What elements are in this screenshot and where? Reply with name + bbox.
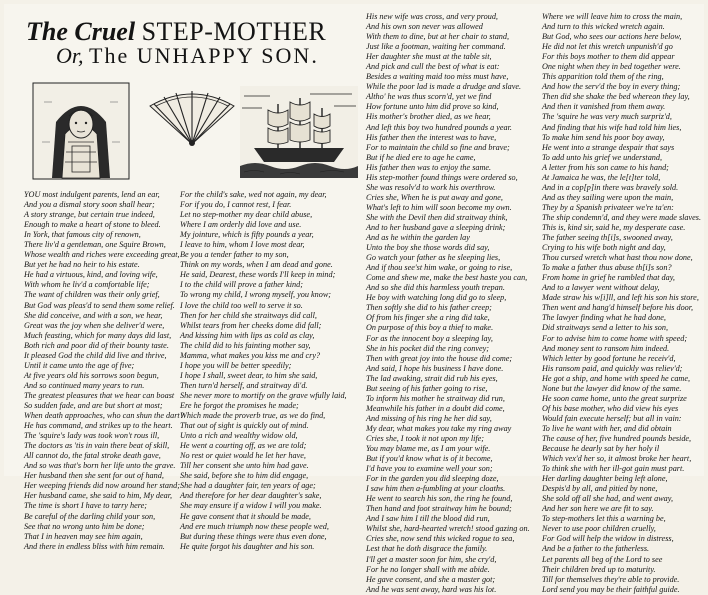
verse-line: My dear, what makes you take my ring away [366,423,512,433]
verse-line: She may ensure if a widow I will you make. [180,501,322,511]
ship-icon [240,86,358,178]
verse-line: Her husband came, she said to him, My dear, [24,491,173,501]
verse-column-1 [24,190,184,552]
verse-line: And said, I hope his business I have done. [366,363,504,373]
verse-line: And so continued many years to run. [24,380,145,390]
verse-line: And finding that his wife had told him lies, [542,122,682,132]
verse-line: Ere he forgot the promises he made; [180,400,299,410]
verse-line: Be careful of the darling child your son, [24,511,156,521]
verse-line: See that no wrong unto him be done; [24,521,145,531]
verse-line: And so she did this harmless youth trepan. [366,283,505,293]
verse-line: He got a ship, and home with speed he came, [542,373,691,383]
verse-line: But if he died ere to age he came, [366,152,476,162]
verse-line: The 'squire's lady was took won't rous ill, [24,431,160,441]
fan-icon [146,88,238,148]
verse-line: That out of sight is quickly out of mind. [180,421,309,431]
verse-line: From home in grief he rambled that day, [542,273,675,283]
verse-line: Great was the joy when she deliver'd were, [24,320,165,330]
verse-line: Go watch your father as he sleeping lies, [366,253,501,263]
verse-line: Cries she, now send this wicked rogue to sea, [366,534,515,544]
verse-line: She said, before she to him did engage, [180,471,309,481]
verse-line: Where I am orderly did love and use. [180,220,302,230]
broadside-sheet [4,4,704,594]
verse-line: I love the child too well to serve it so. [180,300,303,310]
verse-line: She did conceive, and with a son, we hear, [24,310,163,320]
verse-line: He went a courting off, as we are told; [180,441,307,451]
verse-line: To add unto his grief we understand, [542,152,663,162]
verse-line: For the child's sake, wed not again, my dear, [180,190,327,199]
verse-line: But if you'd know what is of it become, [366,454,493,464]
verse-column-4 [542,12,702,595]
verse-line: I'll get a master soon for him, she cry'd, [366,554,497,564]
verse-line: On purpose of this boy a thief to make. [366,323,494,333]
verse-line: They by a Spanish privateer we're ta'en: [542,202,674,212]
title-line-1 [26,18,356,46]
verse-line: He went into a strange despair that says [542,142,675,152]
verse-line: Lest that he doth disgrace the family. [366,544,488,554]
verse-line: Which vex'd her so, it almost broke her heart, [542,454,692,464]
verse-line: A letter from his son came to his hand; [542,162,669,172]
verse-line: The greatest pleasures that we hear can boast [24,390,175,400]
verse-line: And therefore for her dear daughter's sake, [180,491,322,501]
verse-line: He said, Dearest, these words I'll keep in mind; [180,270,336,280]
verse-line: Then hand and foot straitway him he bound; [366,504,512,514]
verse-column-3 [366,12,534,595]
verse-line: Which made the proverb true, as we do find, [180,411,326,421]
verse-line: And as they sailing were upon the main, [542,192,674,202]
verse-line: To inform his mother he straitway did run, [366,393,505,403]
verse-line: Then did she shake the bed whereon they lay, [542,92,690,102]
verse-line: For to advise him to come home with speed; [542,333,688,343]
verse-line: I to the child will prove a father kind; [180,280,303,290]
verse-line: His step-mother found things were ordered so, [366,172,518,182]
verse-line: The time is short I have to tarry here; [24,501,147,511]
verse-line: YOU most indulgent parents, lend an ear, [24,190,160,199]
verse-line: The want of children was their only grief, [24,290,160,300]
verse-line: I'd have you to examine well your son; [366,464,493,474]
verse-line: I hope I shall, sweet dear, to him she said, [180,370,318,380]
verse-line: Their children bred up to maturity. [542,564,656,574]
verse-line: Despis'd by all, and pitied by none, [542,484,658,494]
verse-line: With whom he liv'd a comfortable life; [24,280,150,290]
verse-line: And to a lawyer went without delay, [542,283,660,293]
verse-line: For to maintain the child so fine and brave; [366,142,510,152]
verse-line: And be a father to the fatherless. [542,544,650,554]
verse-line: She with the Devil then did straitway think, [366,212,508,222]
verse-line: Mamma, what makes you kiss me and cry? [180,350,321,360]
verse-line: Made straw his w[i]ll, and left his son his store, [542,293,699,303]
verse-line: And how the serv'd the boy in every thing; [542,82,681,92]
verse-line: Come and shew me, make the best haste you can, [366,273,528,283]
verse-line: The lawyer finding what he had done, [542,313,666,323]
verse-line: My jointure, which is fifty pounds a year, [180,230,314,240]
verse-line: He soon came home, unto the great surprize [542,393,687,403]
title-part-4: The UNHAPPY SON. [89,43,319,68]
verse-line: None but the lawyer did know of the same. [542,383,682,393]
verse-line: She never more to mortify on the grave wfully laid, [180,390,347,400]
verse-line: She had a daughter fair, ten years of age; [180,481,316,491]
verse-line: Lord send you may be their faithful guide. [542,584,680,594]
verse-line: This is, kind sir, said he, my desperate case. [542,222,686,232]
verse-line: And he was sent away, hard was his lot. [366,584,497,594]
verse-line: She in his pocket did the ring convey; [366,343,490,353]
verse-line: Cries she, When he is put away and gone, [366,192,503,202]
verse-line: Both rich and poor did of their bounty taste. [24,340,169,350]
verse-line: The child did to his fainting mother say, [180,340,311,350]
verse-line: There liv'd a gentleman, one Squire Brown, [24,240,166,250]
verse-line: Then went and hang'd himself before his door, [542,303,694,313]
verse-line: He had a virtuous, kind, and loving wife, [24,270,158,280]
verse-line: Her husband then she sent for out of hand, [24,471,164,481]
verse-line: For God will help the widow in distress, [542,534,674,544]
verse-line: Her darling daughter being left alone, [542,474,668,484]
verse-line: Whose wealth and riches were exceeding great, [24,250,180,260]
verse-line: Until it came unto the age of five; [24,360,135,370]
title-line-2 [56,44,356,68]
verse-line: To think she with her ill-got gain must part. [542,464,685,474]
verse-line: For if you do, I cannot rest, I fear. [180,200,292,210]
verse-line: At Jamaica he was, the le[t]ter told, [542,172,661,182]
verse-line: And kissing him with lips as cold as clay, [180,330,315,340]
verse-line: Then with great joy into the house did come; [366,353,513,363]
verse-line: But God was pleas'd to send them some relief. [24,300,175,310]
verse-line: His father then was to enjoy the same. [366,162,492,172]
verse-line: Cries she, I took it not upon my life; [366,433,485,443]
verse-line: Enough to make a heart of stone to bleed. [24,220,161,230]
verse-line: That I in heaven may see him again, [24,531,143,541]
title-part-1: The Cruel [26,17,136,46]
verse-line: Be you a tender father to my son, [180,250,289,260]
verse-line: He went to search his son, the ring he found, [366,494,513,504]
verse-line: The father seeing th[i]s, swooned away, [542,233,673,243]
verse-line: But yet he had no heir to his estate. [24,260,140,270]
verse-line: For this boys mother to them did appear [542,52,675,62]
verse-line: Besides a waiting maid too miss must have, [366,72,509,82]
verse-line: Then for her child she straitways did call, [180,310,317,320]
verse-line: Of his base mother, who did view his eyes [542,403,679,413]
verse-line: The doctors as 'tis in vain there beat of skill, [24,441,170,451]
verse-line: Where we will leave him to cross the main, [542,12,683,21]
verse-line: But seeing of his father going to rise, [366,383,488,393]
verse-line: And in a cop[p]in there was bravely sold. [542,182,679,192]
verse-line: All cannot do, the fatal stroke death gave, [24,451,161,461]
verse-line: This apparition told them of the ring, [542,72,664,82]
verse-line: The ship condemn'd, and they were made slaves. [542,212,702,222]
verse-line: Her weeping friends did now around her stand; [24,481,180,491]
verse-line: And there in endless bliss with him remain. [24,541,165,551]
verse-line: His mother's brother died, as we hear, [366,112,491,122]
verse-line: His father then the interest was to have, [366,132,497,142]
verse-line: And turn to this wicked wretch again. [542,22,665,32]
verse-line: To make a father thus abuse th[i]s son? [542,263,672,273]
verse-line: Which letter by good fortune he receiv'd, [542,353,676,363]
verse-line: She sold off all she had, and went away, [542,494,673,504]
verse-line: It pleased God the child did live and thrive, [24,350,167,360]
verse-line: For as the innocent boy a sleeping lay, [366,333,493,343]
verse-line: Never to use poor children cruelly, [542,524,656,534]
verse-line: For he no longer shall with me abide. [366,564,490,574]
verse-line: And I saw him I till the blood did run, [366,514,490,524]
verse-line: Till her consent she unto him had gave. [180,461,309,471]
verse-line: Whilst she, hard-hearted wretch! stood gazing on. [366,524,530,534]
verse-line: And missing of his ring he her did say, [366,413,492,423]
verse-line: I leave to him, whom I love most dear, [180,240,305,250]
verse-line: Then softly she did to his father creep; [366,303,492,313]
verse-line: He gave consent that it should be made, [180,511,311,521]
verse-line: Would fain execute herself; but all in vain: [542,413,682,423]
verse-line: His ransom paid, and quickly was reliev'd; [542,363,683,373]
verse-line: While the poor lad is made a drudge and slave. [366,82,522,92]
verse-line: The 'squire he was very much surpriz'd, [542,112,672,122]
verse-line: To wrong my child, I wrong myself, you know; [180,290,332,300]
verse-line: He did not let this wretch unpunish'd go [542,42,673,52]
verse-line: In York, that famous city of renown, [24,230,141,240]
verse-line: Unto a rich and wealthy widow old, [180,431,298,441]
verse-line: Till for themselves they're able to provide. [542,574,680,584]
verse-line: And to her husband gave a sleeping drink; [366,222,506,232]
verse-line: For in the garden you did sleeping doze, [366,474,499,484]
title-part-3: Or, [56,43,84,68]
verse-line: I hope you will be better speedily; [180,360,292,370]
verse-line: Meanwhile his father in a doubt did come, [366,403,505,413]
verse-line: And if thou see'st him wake, or going to rise, [366,263,513,273]
verse-line: Altho' he was thus scorn'd, yet we find [366,92,492,102]
verse-line: The cause of her, five hundred pounds beside, [542,433,692,443]
verse-line: And left this boy two hundred pounds a year. [366,122,512,132]
verse-line: Just like a footman, waiting her command. [366,42,506,52]
verse-line: But during these things were thus even done, [180,531,327,541]
verse-line: I saw him then a-fumbling at your cloaths. [366,484,506,494]
verse-line: Unto the boy she those words did say, [366,243,490,253]
verse-line: You may blame me, as I am your wife. [366,444,491,454]
nun-portrait-icon [32,82,130,180]
verse-line: She was resolv'd to work his overthrow. [366,182,496,192]
title-part-2: STEP-MOTHER [141,17,327,46]
verse-line: Thou cursed wretch what hast thou now done, [542,253,693,263]
verse-line: With them to dine, but at her chair to stand, [366,32,510,42]
verse-line: His new wife was cross, and very proud, [366,12,498,21]
verse-line: Did straitways send a letter to his son, [542,323,668,333]
verse-line: And so was that's born her life unto the grave. [24,461,176,471]
verse-line: Think on my words, when I am dead and gone. [180,260,333,270]
verse-line: And you a dismal story soon shall hear; [24,200,155,210]
verse-line: What's left to him will soon become my own. [366,202,512,212]
verse-line: Because he dearly sat by her holy il [542,444,660,454]
verse-line: And pick and cull the best of what is eat: [366,62,500,72]
verse-column-2 [180,190,358,552]
verse-line: Let parents all beg of the Lord to see [542,554,663,564]
verse-line: Of from his finger she a ring did take, [366,313,490,323]
verse-line: But God, who sees our actions here below, [542,32,682,42]
verse-line: And her son here we are fit to say. [542,504,654,514]
verse-line: To live he want with her, and did obtain [542,423,672,433]
verse-line: He gave consent, and she a master got; [366,574,496,584]
verse-line: And money sent to ransom him indeed. [542,343,670,353]
verse-line: Much feasting, which for many days did last, [24,330,172,340]
verse-line: No rest or quiet would he let her have, [180,451,306,461]
verse-line: To step-mothers let this a warning be, [542,514,666,524]
verse-line: A story strange, but certain true indeed, [24,210,155,220]
verse-line: When death approaches, who can shun the dart? [24,411,184,421]
verse-line: To make him send his poor boy away, [542,132,665,142]
verse-line: And ere much triumph now these people wed, [180,521,329,531]
verse-line: One night when they in bed together were. [542,62,681,72]
verse-line: He has command, and strikes up to the heart. [24,421,173,431]
verse-line: Whilst tears from her cheeks dome did fall; [180,320,322,330]
verse-line: The lad awaking, strait did rub his eyes, [366,373,498,383]
verse-line: And his own son never was allowed [366,22,483,32]
verse-line: Then turn'd herself, and straitway di'd. [180,380,308,390]
verse-line: He boy with watching long did go to sleep, [366,293,507,303]
verse-line: At five years old his sorrows soon begun, [24,370,159,380]
verse-line: And then it vanished from them away. [542,102,666,112]
verse-line: He quite forgot his daughter and his son. [180,541,315,551]
verse-line: And as he within the garden lay [366,233,470,243]
verse-line: Let no step-mother my dear child abuse, [180,210,313,220]
verse-line: So sudden fade, and are but short at most; [24,400,163,410]
verse-line: How fortune unto him did prove so kind, [366,102,499,112]
verse-line: Her daughter she must at the table sit, [366,52,492,62]
verse-line: Crying to his wife both night and day, [542,243,666,253]
